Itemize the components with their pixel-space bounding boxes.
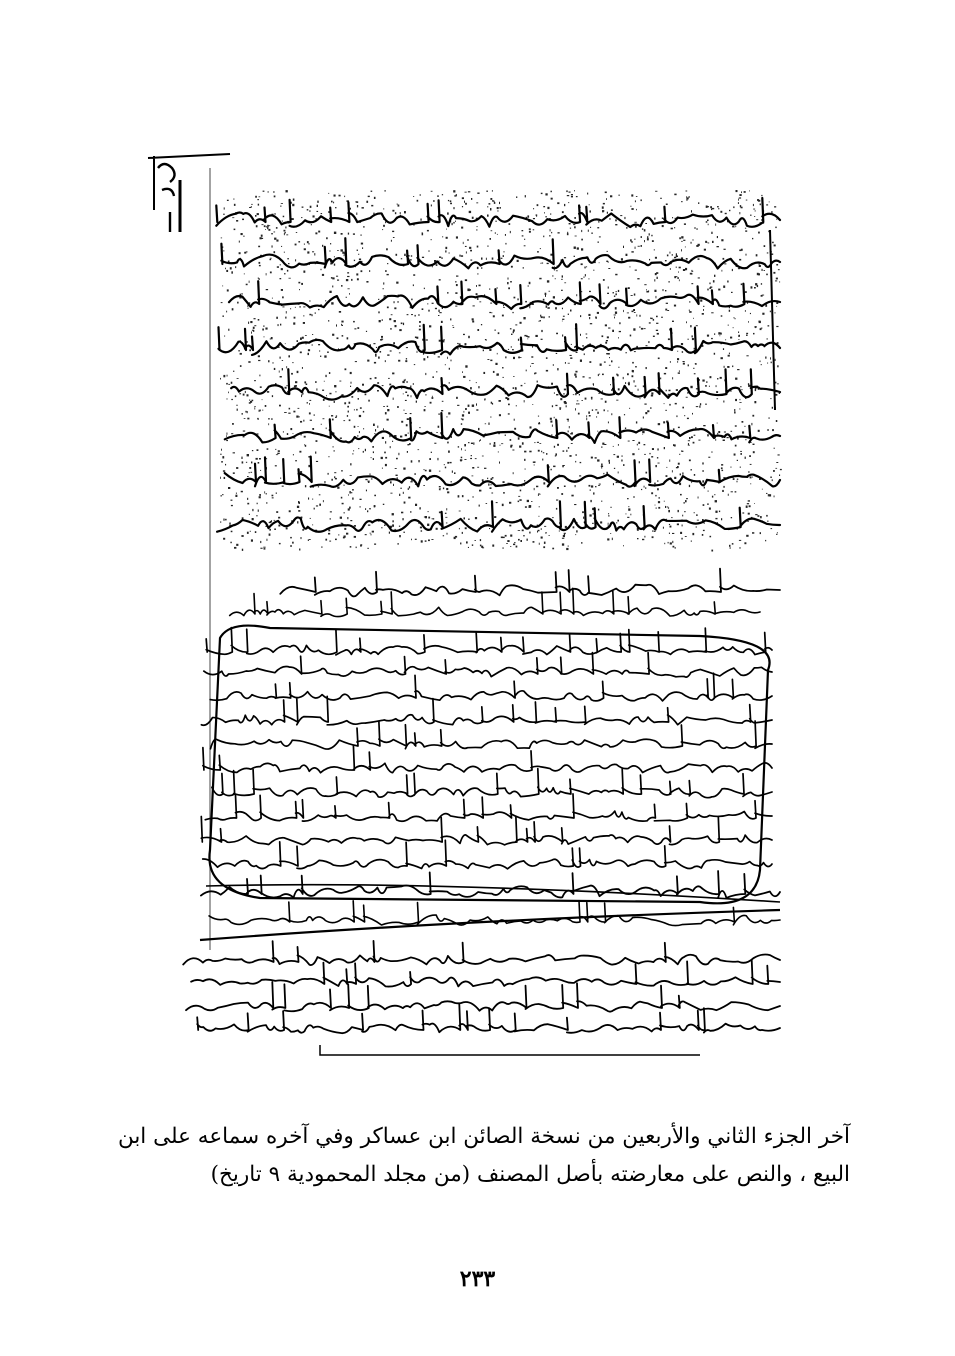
page-number: ٢٣٣ — [459, 1266, 496, 1292]
manuscript-image — [140, 150, 800, 1070]
caption-line-1: آخر الجزء الثاني والأربعين من نسخة الصائن ابن عساكر وفي آخره سماعه على ابن — [117, 1124, 850, 1149]
caption-line-2: البيع ، والنص على معارضته بأصل المصنف (من مجلد المحمودية ٩ تاريخ) — [210, 1162, 850, 1187]
figure-caption — [100, 1118, 850, 1194]
